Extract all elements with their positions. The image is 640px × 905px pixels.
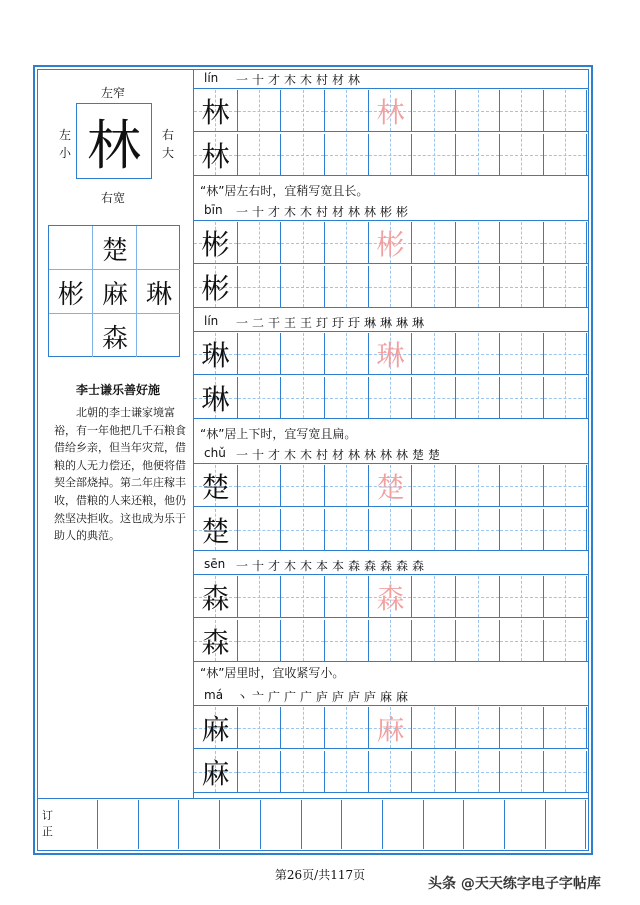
practice-cell[interactable] bbox=[500, 222, 544, 263]
practice-cell[interactable] bbox=[544, 509, 588, 550]
stroke-step: 森 bbox=[411, 559, 424, 573]
stroke-step: 村 bbox=[315, 448, 328, 462]
stroke-step: 楚 bbox=[411, 448, 424, 462]
model-character: 彬 bbox=[201, 227, 230, 261]
practice-cell[interactable] bbox=[456, 707, 500, 748]
stroke-step: 村 bbox=[315, 73, 328, 87]
stroke-step: 麻 bbox=[395, 690, 408, 704]
stroke-step: 才 bbox=[267, 73, 280, 87]
practice-cell[interactable] bbox=[325, 707, 369, 748]
hero-top-hint: 左窄 bbox=[101, 86, 126, 100]
correction-cell[interactable] bbox=[465, 800, 505, 849]
practice-cell[interactable] bbox=[413, 266, 457, 307]
practice-cell[interactable] bbox=[281, 222, 325, 263]
hero-left-hint: 左小 bbox=[58, 128, 71, 160]
stroke-step: 一 bbox=[235, 73, 248, 87]
practice-row bbox=[194, 333, 588, 375]
pinyin-text: bīn bbox=[204, 203, 223, 217]
stroke-step: 王 bbox=[299, 316, 312, 330]
stroke-step: 林 bbox=[363, 205, 376, 219]
practice-cell[interactable] bbox=[456, 509, 500, 550]
practice-cell[interactable] bbox=[238, 465, 282, 506]
practice-cell[interactable] bbox=[456, 266, 500, 307]
stroke-step: 亠 bbox=[251, 690, 264, 704]
practice-cell[interactable] bbox=[544, 576, 588, 617]
stroke-step: 林 bbox=[363, 448, 376, 462]
hero-right-hint: 右大 bbox=[161, 128, 174, 160]
practice-row bbox=[194, 266, 588, 308]
practice-row bbox=[194, 134, 588, 176]
stroke-order bbox=[234, 314, 426, 331]
pinyin-text: lín bbox=[204, 71, 219, 85]
stroke-step: 木 bbox=[283, 559, 296, 573]
practice-cell[interactable] bbox=[500, 751, 544, 792]
stroke-step: 木 bbox=[283, 448, 296, 462]
stroke-step: 木 bbox=[283, 73, 296, 87]
practice-cell[interactable] bbox=[544, 751, 588, 792]
pinyin-row bbox=[194, 445, 588, 464]
stroke-step: 木 bbox=[299, 73, 312, 87]
stroke-step: 林 bbox=[347, 73, 360, 87]
practice-cell[interactable] bbox=[413, 576, 457, 617]
trace-character: 林 bbox=[376, 95, 405, 129]
stroke-step: 楚 bbox=[427, 448, 440, 462]
correction-cell[interactable] bbox=[262, 800, 302, 849]
practice-cell[interactable] bbox=[500, 377, 544, 418]
stroke-step: 丶 bbox=[235, 690, 248, 704]
practice-cell[interactable] bbox=[238, 377, 282, 418]
stroke-step: 玗 bbox=[347, 316, 360, 330]
stroke-step: 广 bbox=[299, 690, 312, 704]
story-body: 北朝的李士谦家境富裕，有一年他把几千石粮食借给乡亲，但当年灾荒，借粮的人无力偿还，他便将借契全部烧掉。第二年庄稼丰收，借粮的人来还粮，他仍然坚决拒收。这也成为乐于助人的典范。 bbox=[54, 406, 186, 543]
stroke-order bbox=[234, 688, 410, 705]
practice-cell[interactable] bbox=[544, 620, 588, 661]
practice-cell[interactable] bbox=[413, 707, 457, 748]
stroke-step: 本 bbox=[315, 559, 328, 573]
stroke-step: 材 bbox=[331, 205, 344, 219]
grid-char-bottom: 森 bbox=[101, 323, 128, 354]
practice-row bbox=[194, 576, 588, 618]
practice-cell[interactable] bbox=[281, 134, 325, 175]
stroke-step: 森 bbox=[395, 559, 408, 573]
stroke-step: 才 bbox=[267, 205, 280, 219]
pinyin-text: má bbox=[204, 688, 224, 702]
stroke-step: 庐 bbox=[347, 690, 360, 704]
practice-cell[interactable] bbox=[500, 620, 544, 661]
stroke-step: 木 bbox=[299, 205, 312, 219]
practice-cell[interactable] bbox=[238, 266, 282, 307]
practice-cell[interactable] bbox=[238, 333, 282, 374]
practice-cell[interactable] bbox=[544, 222, 588, 263]
stroke-step: 才 bbox=[267, 448, 280, 462]
stroke-step: 琳 bbox=[379, 316, 392, 330]
pinyin-row bbox=[194, 202, 588, 221]
practice-cell[interactable] bbox=[413, 509, 457, 550]
stroke-step: 十 bbox=[251, 559, 264, 573]
stroke-step: 林 bbox=[379, 448, 392, 462]
pinyin-row bbox=[194, 70, 588, 89]
practice-cell[interactable] bbox=[456, 576, 500, 617]
practice-cell[interactable] bbox=[456, 222, 500, 263]
practice-cell[interactable] bbox=[500, 90, 544, 131]
stroke-step: 广 bbox=[267, 690, 280, 704]
practice-cell[interactable] bbox=[500, 576, 544, 617]
model-character: 森 bbox=[201, 581, 230, 615]
structure-note: “林”居里时，宜收紧写小。 bbox=[200, 666, 345, 680]
grid-char-center: 麻 bbox=[101, 279, 128, 310]
stroke-step: 王 bbox=[283, 316, 296, 330]
stroke-step: 材 bbox=[331, 73, 344, 87]
page-footer: 第26页/共117页 bbox=[274, 868, 366, 882]
stroke-order bbox=[234, 446, 442, 463]
practice-cell[interactable] bbox=[325, 465, 369, 506]
practice-cell[interactable] bbox=[238, 576, 282, 617]
stroke-step: 干 bbox=[267, 316, 280, 330]
practice-cell[interactable] bbox=[369, 509, 413, 550]
correction-cell[interactable] bbox=[384, 800, 424, 849]
practice-cell[interactable] bbox=[544, 266, 588, 307]
correction-cell[interactable] bbox=[424, 800, 464, 849]
story-title: 李士谦乐善好施 bbox=[75, 383, 160, 397]
practice-cell[interactable] bbox=[456, 333, 500, 374]
practice-cell[interactable] bbox=[456, 134, 500, 175]
stroke-step: 琳 bbox=[411, 316, 424, 330]
practice-cell[interactable] bbox=[238, 509, 282, 550]
correction-cell[interactable] bbox=[343, 800, 383, 849]
practice-cell[interactable] bbox=[281, 333, 325, 374]
trace-character: 森 bbox=[376, 581, 405, 615]
stroke-step: 木 bbox=[299, 559, 312, 573]
correction-cell[interactable] bbox=[546, 800, 586, 849]
stroke-step: 林 bbox=[347, 448, 360, 462]
practice-cell[interactable] bbox=[413, 377, 457, 418]
stroke-step: 木 bbox=[299, 448, 312, 462]
model-character: 森 bbox=[201, 625, 230, 659]
stroke-order bbox=[234, 557, 426, 574]
practice-cell[interactable] bbox=[413, 465, 457, 506]
practice-cell[interactable] bbox=[325, 377, 369, 418]
trace-character: 楚 bbox=[376, 470, 405, 504]
practice-cell[interactable] bbox=[238, 707, 282, 748]
stroke-step: 彬 bbox=[395, 205, 408, 219]
structure-note: “林”居上下时，宜写宽且扁。 bbox=[200, 427, 357, 441]
model-character: 林 bbox=[201, 95, 230, 129]
stroke-step: 林 bbox=[347, 205, 360, 219]
practice-cell[interactable] bbox=[281, 465, 325, 506]
stroke-step: 本 bbox=[331, 559, 344, 573]
practice-cell[interactable] bbox=[325, 751, 369, 792]
practice-row bbox=[194, 620, 588, 662]
practice-row bbox=[194, 465, 588, 507]
practice-cell[interactable] bbox=[369, 134, 413, 175]
stroke-step: 玎 bbox=[315, 316, 328, 330]
practice-cell[interactable] bbox=[413, 620, 457, 661]
grid-char-left: 彬 bbox=[57, 279, 84, 310]
practice-cell[interactable] bbox=[281, 751, 325, 792]
practice-cell[interactable] bbox=[544, 377, 588, 418]
pinyin-row bbox=[194, 687, 588, 706]
practice-cell[interactable] bbox=[456, 465, 500, 506]
practice-cell[interactable] bbox=[238, 751, 282, 792]
stroke-order bbox=[234, 203, 410, 220]
practice-cell[interactable] bbox=[325, 620, 369, 661]
correction-cell[interactable] bbox=[221, 800, 261, 849]
practice-cell[interactable] bbox=[369, 266, 413, 307]
stroke-step: 琳 bbox=[395, 316, 408, 330]
stroke-step: 二 bbox=[251, 316, 264, 330]
structure-grid bbox=[48, 225, 180, 357]
practice-cell[interactable] bbox=[369, 620, 413, 661]
practice-row bbox=[194, 707, 588, 749]
model-character: 琳 bbox=[201, 338, 230, 372]
practice-cell[interactable] bbox=[544, 707, 588, 748]
practice-cell[interactable] bbox=[325, 333, 369, 374]
model-character: 楚 bbox=[201, 470, 230, 504]
pinyin-row bbox=[194, 556, 588, 575]
practice-cell[interactable] bbox=[369, 377, 413, 418]
practice-row bbox=[194, 377, 588, 419]
practice-cell[interactable] bbox=[325, 222, 369, 263]
practice-row bbox=[194, 509, 588, 551]
practice-cell[interactable] bbox=[544, 465, 588, 506]
stroke-step: 森 bbox=[363, 559, 376, 573]
practice-cell[interactable] bbox=[281, 90, 325, 131]
stroke-step: 一 bbox=[235, 559, 248, 573]
stroke-step: 十 bbox=[251, 205, 264, 219]
correction-cell[interactable] bbox=[58, 800, 98, 849]
practice-cell[interactable] bbox=[500, 707, 544, 748]
correction-divider bbox=[38, 798, 588, 799]
correction-label: 订正 bbox=[42, 809, 53, 838]
practice-cell[interactable] bbox=[544, 333, 588, 374]
stroke-step: 彬 bbox=[379, 205, 392, 219]
practice-cell[interactable] bbox=[500, 266, 544, 307]
practice-cell[interactable] bbox=[238, 134, 282, 175]
practice-cell[interactable] bbox=[281, 707, 325, 748]
stroke-step: 庐 bbox=[363, 690, 376, 704]
practice-cell[interactable] bbox=[325, 576, 369, 617]
trace-character: 琳 bbox=[376, 338, 405, 372]
grid-char-right: 琳 bbox=[145, 279, 172, 310]
pinyin-text: lín bbox=[204, 314, 219, 328]
correction-cell[interactable] bbox=[180, 800, 220, 849]
practice-row bbox=[194, 222, 588, 264]
watermark: 头条 @天天练字电子字帖库 bbox=[428, 876, 601, 892]
stroke-step: 广 bbox=[283, 690, 296, 704]
model-character: 彬 bbox=[201, 271, 230, 305]
stroke-step: 玗 bbox=[331, 316, 344, 330]
stroke-step: 材 bbox=[331, 448, 344, 462]
model-character: 麻 bbox=[201, 712, 230, 746]
stroke-step: 十 bbox=[251, 448, 264, 462]
practice-row bbox=[194, 90, 588, 132]
hero-character: 林 bbox=[76, 103, 152, 179]
pinyin-row bbox=[194, 313, 588, 332]
practice-cell[interactable] bbox=[544, 134, 588, 175]
practice-cell[interactable] bbox=[413, 333, 457, 374]
practice-cell[interactable] bbox=[413, 90, 457, 131]
pinyin-text: sēn bbox=[204, 557, 226, 571]
practice-cell[interactable] bbox=[500, 333, 544, 374]
correction-cell[interactable] bbox=[506, 800, 546, 849]
practice-cell[interactable] bbox=[238, 222, 282, 263]
stroke-step: 村 bbox=[315, 205, 328, 219]
correction-cell[interactable] bbox=[139, 800, 179, 849]
trace-character: 彬 bbox=[376, 227, 405, 261]
practice-cell[interactable] bbox=[238, 620, 282, 661]
practice-row bbox=[194, 751, 588, 793]
stroke-step: 庐 bbox=[331, 690, 344, 704]
practice-cell[interactable] bbox=[281, 266, 325, 307]
practice-cell[interactable] bbox=[281, 377, 325, 418]
practice-cell[interactable] bbox=[325, 90, 369, 131]
stroke-step: 麻 bbox=[379, 690, 392, 704]
practice-cell[interactable] bbox=[413, 222, 457, 263]
stroke-step: 十 bbox=[251, 73, 264, 87]
trace-character: 麻 bbox=[376, 712, 405, 746]
stroke-step: 琳 bbox=[363, 316, 376, 330]
practice-cell[interactable] bbox=[456, 377, 500, 418]
practice-cell[interactable] bbox=[544, 90, 588, 131]
practice-cell[interactable] bbox=[369, 751, 413, 792]
practice-cell[interactable] bbox=[456, 90, 500, 131]
model-character: 楚 bbox=[201, 514, 230, 548]
model-character: 林 bbox=[201, 139, 230, 173]
practice-cell[interactable] bbox=[281, 576, 325, 617]
stroke-step: 森 bbox=[379, 559, 392, 573]
practice-cell[interactable] bbox=[456, 620, 500, 661]
model-character: 麻 bbox=[201, 756, 230, 790]
stroke-step: 木 bbox=[283, 205, 296, 219]
structure-note: “林”居左右时，宜稍写宽且长。 bbox=[200, 184, 369, 198]
practice-cell[interactable] bbox=[325, 509, 369, 550]
stroke-order bbox=[234, 71, 362, 88]
correction-cell[interactable] bbox=[99, 800, 139, 849]
stroke-step: 一 bbox=[235, 448, 248, 462]
hero-bottom-hint: 右宽 bbox=[101, 191, 126, 205]
practice-cell[interactable] bbox=[281, 509, 325, 550]
grid-char-top: 楚 bbox=[101, 235, 128, 266]
practice-cell[interactable] bbox=[413, 134, 457, 175]
stroke-step: 林 bbox=[395, 448, 408, 462]
practice-cell[interactable] bbox=[325, 134, 369, 175]
correction-cell[interactable] bbox=[302, 800, 342, 849]
practice-cell[interactable] bbox=[238, 90, 282, 131]
practice-cell[interactable] bbox=[500, 134, 544, 175]
practice-cell[interactable] bbox=[456, 751, 500, 792]
practice-cell[interactable] bbox=[325, 266, 369, 307]
practice-cell[interactable] bbox=[413, 751, 457, 792]
stroke-step: 才 bbox=[267, 559, 280, 573]
stroke-step: 一 bbox=[235, 316, 248, 330]
practice-cell[interactable] bbox=[281, 620, 325, 661]
model-character: 琳 bbox=[201, 382, 230, 416]
pinyin-text: chǔ bbox=[204, 446, 226, 460]
stroke-step: 一 bbox=[235, 205, 248, 219]
stroke-step: 庐 bbox=[315, 690, 328, 704]
stroke-step: 森 bbox=[347, 559, 360, 573]
practice-cell[interactable] bbox=[500, 509, 544, 550]
practice-cell[interactable] bbox=[500, 465, 544, 506]
